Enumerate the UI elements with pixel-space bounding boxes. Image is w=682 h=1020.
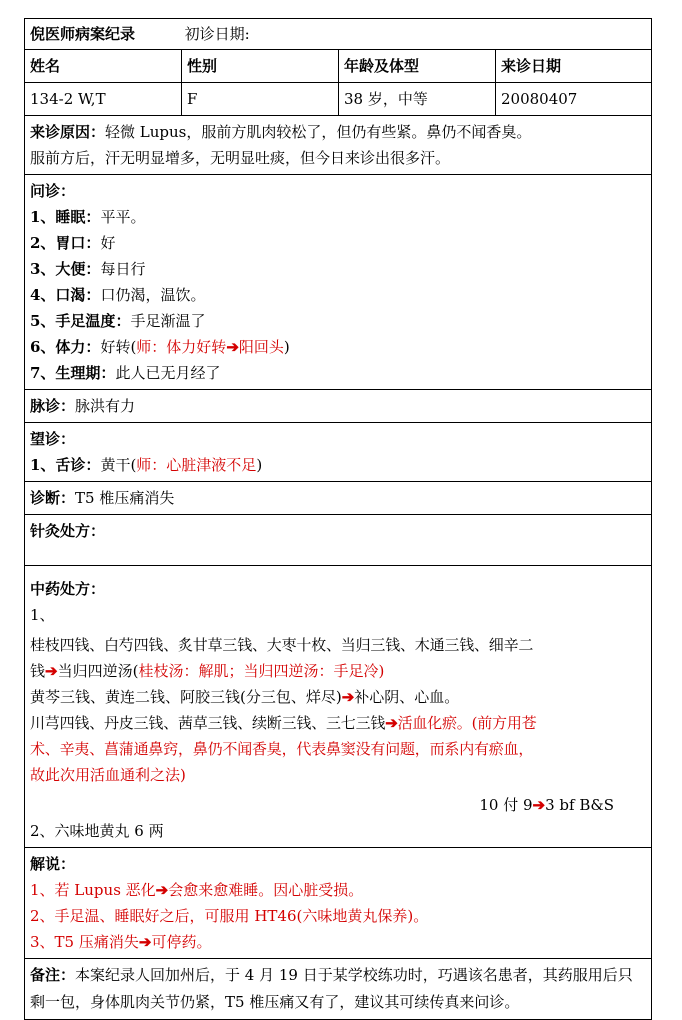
pulse-row (25, 390, 652, 423)
arrow-icon: ➔ (385, 714, 398, 732)
inquiry-item-stool: 3、大便：每日行 (30, 260, 146, 278)
inquiry-row (25, 175, 652, 390)
herbal-line-6: 故此次用活血通利之法) (30, 766, 186, 784)
herbal-label: 中药处方： (30, 580, 106, 598)
pulse-label: 脉诊： (30, 397, 76, 415)
arrow-icon: ➔ (532, 796, 546, 814)
inquiry-item-menstruation: 7、生理期：此人已无月经了 (30, 364, 221, 382)
explanation-row (25, 848, 652, 959)
tongue-line: 1、舌诊：黄干(师：心脏津液不足) (30, 456, 263, 474)
herbal-row (25, 566, 652, 848)
reason-row (25, 116, 652, 175)
herbal-line-5: 术、辛夷、菖蒲通鼻窍，鼻仍不闻香臭，代表鼻窦没有问题，而系内有瘀血， (30, 740, 534, 758)
inquiry-item-thirst: 4、口渴：口仍渴，温饮。 (30, 286, 206, 304)
observe-row (25, 423, 652, 482)
header-date: 来诊日期 (496, 50, 652, 83)
patient-name: 134-2 W,T (25, 83, 182, 116)
patient-age: 38 岁，中等 (339, 83, 496, 116)
header-name: 姓名 (25, 50, 182, 83)
observe-label: 望诊： (30, 430, 76, 448)
pulse-text: 脉洪有力 (75, 397, 136, 415)
diagnosis-row (25, 482, 652, 515)
remarks-label: 备注： (30, 966, 76, 984)
inquiry-item-energy: 6、体力：好转(师：体力好转➔阳回头) (30, 338, 290, 356)
explanation-line-1: 1、若 Lupus 恶化➔会愈来愈难睡。因心脏受损。 (30, 881, 364, 899)
herbal-dosage: 10 付 9➔3 bf B&S (479, 796, 615, 814)
header-gender: 性别 (182, 50, 339, 83)
acupuncture-label: 针灸处方： (30, 522, 106, 540)
explanation-line-2: 2、手足温、睡眠好之后，可服用 HT46(六味地黄丸保养)。 (30, 907, 429, 925)
arrow-icon: ➔ (155, 881, 169, 899)
herbal-item-1-marker: 1、 (30, 606, 55, 624)
acupuncture-row (25, 515, 652, 566)
diagnosis-label: 诊断： (30, 489, 76, 507)
first-visit-label: 初诊日期: (184, 25, 250, 43)
diagnosis-text: T5 椎压痛消失 (75, 489, 175, 507)
inquiry-item-appetite: 2、胃口：好 (30, 234, 116, 252)
patient-date: 20080407 (496, 83, 652, 116)
patient-gender: F (182, 83, 339, 116)
remarks-text: 本案纪录人回加州后，于 4 月 19 日于某学校练功时，巧遇该名患者，其药服用后只剩一包，身体肌肉关节仍紧，T5 椎压痛又有了，建议其可续传真来问诊。 (30, 966, 633, 1011)
inquiry-item-temperature: 5、手足温度：手足渐温了 (30, 312, 206, 330)
herbal-item-2: 2、六味地黄丸 6 两 (30, 822, 164, 840)
arrow-icon: ➔ (45, 662, 58, 680)
arrow-icon: ➔ (226, 338, 239, 356)
title-row (25, 19, 652, 50)
inquiry-item-sleep: 1、睡眠：平平。 (30, 208, 146, 226)
explanation-label: 解说： (30, 855, 76, 873)
patient-row (25, 83, 652, 116)
record-title: 倪医师病案纪录 (30, 25, 136, 43)
herbal-line-2: 钱➔当归四逆汤(桂枝汤：解肌；当归四逆汤：手足冷) (30, 662, 385, 680)
reason-label: 来诊原因： (30, 123, 106, 141)
header-row (25, 50, 652, 83)
header-age: 年龄及体型 (339, 50, 496, 83)
arrow-icon: ➔ (341, 688, 355, 706)
inquiry-label: 问诊： (30, 182, 76, 200)
herbal-line-1: 桂枝四钱、白芍四钱、炙甘草三钱、大枣十枚、当归三钱、木通三钱、细辛二 (30, 636, 534, 654)
herbal-line-4: 川芎四钱、丹皮三钱、茜草三钱、续断三钱、三七三钱➔活血化瘀。(前方用苍 (30, 714, 537, 732)
explanation-line-3: 3、T5 压痛消失➔可停药。 (30, 933, 212, 951)
remarks-row (25, 959, 652, 1020)
herbal-line-3: 黄芩三钱、黄连二钱、阿胶三钱(分三包、烊尽)➔补心阴、心血。 (30, 688, 460, 706)
arrow-icon: ➔ (138, 933, 152, 951)
reason-text-1: 轻微 Lupus，服前方肌肉较松了，但仍有些紧。鼻仍不闻香臭。 (105, 123, 532, 141)
case-record-table (24, 18, 652, 1020)
reason-text-2: 服前方后，汗无明显增多，无明显吐痰，但今日来诊出很多汗。 (30, 149, 451, 167)
